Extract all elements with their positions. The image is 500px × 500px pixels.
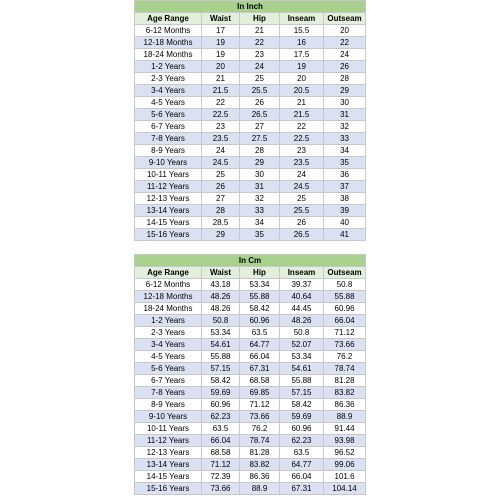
inseam-cell: 59.69	[280, 411, 324, 423]
hip-cell: 83.82	[240, 459, 280, 471]
waist-cell: 27	[202, 193, 240, 205]
outseam-cell: 38	[324, 193, 366, 205]
table-row	[135, 25, 366, 37]
waist-cell: 62.23	[202, 411, 240, 423]
table-row	[135, 447, 366, 459]
outseam-cell: 36	[324, 169, 366, 181]
table-row	[135, 121, 366, 133]
outseam-cell: 34	[324, 145, 366, 157]
waist-cell: 57.15	[202, 363, 240, 375]
age-range-cell: 15-16 Years	[135, 229, 202, 241]
outseam-cell: 104.14	[324, 483, 366, 495]
inseam-cell: 60.96	[280, 423, 324, 435]
cm-size-table	[134, 254, 366, 495]
inseam-cell: 62.23	[280, 435, 324, 447]
outseam-cell: 86.36	[324, 399, 366, 411]
outseam-cell: 101.6	[324, 471, 366, 483]
inseam-cell: 26.5	[280, 229, 324, 241]
waist-cell: 17	[202, 25, 240, 37]
inch-table-title-row	[135, 1, 366, 13]
table-row	[135, 157, 366, 169]
hip-cell: 73.66	[240, 411, 280, 423]
cm-table-header-row	[135, 267, 366, 279]
hip-cell: 55.88	[240, 291, 280, 303]
outseam-cell: 28	[324, 73, 366, 85]
hip-cell: 69.85	[240, 387, 280, 399]
cm-table-title-row	[135, 255, 366, 267]
hip-cell: 33	[240, 205, 280, 217]
table-row	[135, 61, 366, 73]
outseam-cell: 26	[324, 61, 366, 73]
hip-cell: 67.31	[240, 363, 280, 375]
hip-cell: 22	[240, 37, 280, 49]
table-row	[135, 363, 366, 375]
table-row	[135, 387, 366, 399]
hip-cell: 60.96	[240, 315, 280, 327]
table-row	[135, 217, 366, 229]
table-row	[135, 169, 366, 181]
inseam-cell: 50.8	[280, 327, 324, 339]
age-range-cell: 2-3 Years	[135, 327, 202, 339]
outseam-cell: 24	[324, 49, 366, 61]
outseam-cell: 30	[324, 97, 366, 109]
waist-cell: 54.61	[202, 339, 240, 351]
inseam-cell: 24	[280, 169, 324, 181]
outseam-cell: 29	[324, 85, 366, 97]
inseam-cell: 55.88	[280, 375, 324, 387]
waist-cell: 73.66	[202, 483, 240, 495]
column-header-inseam: Inseam	[280, 13, 324, 25]
inseam-cell: 19	[280, 61, 324, 73]
inch-table-title: In Inch	[135, 1, 366, 13]
inch-size-table	[134, 0, 366, 241]
hip-cell: 28	[240, 145, 280, 157]
hip-cell: 63.5	[240, 327, 280, 339]
waist-cell: 23	[202, 121, 240, 133]
inch-table-body	[135, 1, 366, 241]
inseam-cell: 48.26	[280, 315, 324, 327]
waist-cell: 22.5	[202, 109, 240, 121]
waist-cell: 48.26	[202, 303, 240, 315]
inseam-cell: 16	[280, 37, 324, 49]
age-range-cell: 6-7 Years	[135, 375, 202, 387]
waist-cell: 20	[202, 61, 240, 73]
waist-cell: 58.42	[202, 375, 240, 387]
outseam-cell: 96.52	[324, 447, 366, 459]
age-range-cell: 6-7 Years	[135, 121, 202, 133]
hip-cell: 53.34	[240, 279, 280, 291]
outseam-cell: 41	[324, 229, 366, 241]
age-range-cell: 5-6 Years	[135, 109, 202, 121]
age-range-cell: 9-10 Years	[135, 157, 202, 169]
table-row	[135, 483, 366, 495]
age-range-cell: 11-12 Years	[135, 181, 202, 193]
waist-cell: 23.5	[202, 133, 240, 145]
outseam-cell: 73.66	[324, 339, 366, 351]
table-row	[135, 339, 366, 351]
hip-cell: 68.58	[240, 375, 280, 387]
outseam-cell: 20	[324, 25, 366, 37]
table-row	[135, 375, 366, 387]
inseam-cell: 39.37	[280, 279, 324, 291]
waist-cell: 55.88	[202, 351, 240, 363]
hip-cell: 25.5	[240, 85, 280, 97]
column-header-age-range: Age Range	[135, 267, 202, 279]
hip-cell: 31	[240, 181, 280, 193]
age-range-cell: 4-5 Years	[135, 351, 202, 363]
age-range-cell: 13-14 Years	[135, 205, 202, 217]
table-row	[135, 37, 366, 49]
waist-cell: 29	[202, 229, 240, 241]
inseam-cell: 15.5	[280, 25, 324, 37]
age-range-cell: 9-10 Years	[135, 411, 202, 423]
cm-table-title: In Cm	[135, 255, 366, 267]
inseam-cell: 17.5	[280, 49, 324, 61]
table-row	[135, 327, 366, 339]
hip-cell: 32	[240, 193, 280, 205]
cm-table-body	[135, 255, 366, 495]
hip-cell: 64.77	[240, 339, 280, 351]
waist-cell: 19	[202, 49, 240, 61]
inseam-cell: 44.45	[280, 303, 324, 315]
age-range-cell: 1-2 Years	[135, 61, 202, 73]
age-range-cell: 5-6 Years	[135, 363, 202, 375]
age-range-cell: 14-15 Years	[135, 217, 202, 229]
hip-cell: 23	[240, 49, 280, 61]
hip-cell: 27.5	[240, 133, 280, 145]
outseam-cell: 83.82	[324, 387, 366, 399]
waist-cell: 28	[202, 205, 240, 217]
outseam-cell: 93.98	[324, 435, 366, 447]
age-range-cell: 6-12 Months	[135, 25, 202, 37]
age-range-cell: 8-9 Years	[135, 145, 202, 157]
age-range-cell: 7-8 Years	[135, 133, 202, 145]
age-range-cell: 10-11 Years	[135, 169, 202, 181]
column-header-inseam: Inseam	[280, 267, 324, 279]
column-header-age-range: Age Range	[135, 13, 202, 25]
waist-cell: 60.96	[202, 399, 240, 411]
age-range-cell: 3-4 Years	[135, 339, 202, 351]
inseam-cell: 40.64	[280, 291, 324, 303]
waist-cell: 22	[202, 97, 240, 109]
column-header-hip: Hip	[240, 13, 280, 25]
waist-cell: 50.8	[202, 315, 240, 327]
outseam-cell: 33	[324, 133, 366, 145]
table-row	[135, 351, 366, 363]
outseam-cell: 88.9	[324, 411, 366, 423]
outseam-cell: 60.96	[324, 303, 366, 315]
table-row	[135, 459, 366, 471]
hip-cell: 81.28	[240, 447, 280, 459]
inseam-cell: 57.15	[280, 387, 324, 399]
table-row	[135, 435, 366, 447]
inseam-cell: 21.5	[280, 109, 324, 121]
hip-cell: 27	[240, 121, 280, 133]
waist-cell: 24	[202, 145, 240, 157]
inseam-cell: 22.5	[280, 133, 324, 145]
inseam-cell: 20.5	[280, 85, 324, 97]
age-range-cell: 2-3 Years	[135, 73, 202, 85]
table-row	[135, 145, 366, 157]
table-row	[135, 49, 366, 61]
inseam-cell: 26	[280, 217, 324, 229]
column-header-outseam: Outseam	[324, 267, 366, 279]
table-row	[135, 205, 366, 217]
age-range-cell: 12-13 Years	[135, 193, 202, 205]
hip-cell: 26	[240, 97, 280, 109]
age-range-cell: 12-13 Years	[135, 447, 202, 459]
table-row	[135, 73, 366, 85]
hip-cell: 58.42	[240, 303, 280, 315]
waist-cell: 25	[202, 169, 240, 181]
waist-cell: 24.5	[202, 157, 240, 169]
outseam-cell: 78.74	[324, 363, 366, 375]
waist-cell: 48.26	[202, 291, 240, 303]
inseam-cell: 21	[280, 97, 324, 109]
inseam-cell: 63.5	[280, 447, 324, 459]
hip-cell: 35	[240, 229, 280, 241]
outseam-cell: 31	[324, 109, 366, 121]
hip-cell: 21	[240, 25, 280, 37]
hip-cell: 88.9	[240, 483, 280, 495]
inseam-cell: 67.31	[280, 483, 324, 495]
table-row	[135, 399, 366, 411]
outseam-cell: 81.28	[324, 375, 366, 387]
inseam-cell: 52.07	[280, 339, 324, 351]
age-range-cell: 1-2 Years	[135, 315, 202, 327]
column-header-hip: Hip	[240, 267, 280, 279]
waist-cell: 53.34	[202, 327, 240, 339]
waist-cell: 72.39	[202, 471, 240, 483]
hip-cell: 25	[240, 73, 280, 85]
inseam-cell: 54.61	[280, 363, 324, 375]
age-range-cell: 18-24 Months	[135, 303, 202, 315]
column-header-waist: Waist	[202, 13, 240, 25]
outseam-cell: 40	[324, 217, 366, 229]
hip-cell: 24	[240, 61, 280, 73]
hip-cell: 34	[240, 217, 280, 229]
inseam-cell: 53.34	[280, 351, 324, 363]
outseam-cell: 66.04	[324, 315, 366, 327]
table-row	[135, 423, 366, 435]
age-range-cell: 12-18 Months	[135, 291, 202, 303]
outseam-cell: 50.8	[324, 279, 366, 291]
table-row	[135, 411, 366, 423]
age-range-cell: 8-9 Years	[135, 399, 202, 411]
waist-cell: 71.12	[202, 459, 240, 471]
outseam-cell: 37	[324, 181, 366, 193]
column-header-waist: Waist	[202, 267, 240, 279]
hip-cell: 78.74	[240, 435, 280, 447]
waist-cell: 28.5	[202, 217, 240, 229]
waist-cell: 59.69	[202, 387, 240, 399]
waist-cell: 26	[202, 181, 240, 193]
inseam-cell: 20	[280, 73, 324, 85]
age-range-cell: 15-16 Years	[135, 483, 202, 495]
age-range-cell: 13-14 Years	[135, 459, 202, 471]
outseam-cell: 91.44	[324, 423, 366, 435]
inseam-cell: 58.42	[280, 399, 324, 411]
inseam-cell: 23	[280, 145, 324, 157]
waist-cell: 68.58	[202, 447, 240, 459]
inch-table-header-row	[135, 13, 366, 25]
waist-cell: 66.04	[202, 435, 240, 447]
age-range-cell: 11-12 Years	[135, 435, 202, 447]
table-row	[135, 303, 366, 315]
inseam-cell: 66.04	[280, 471, 324, 483]
age-range-cell: 10-11 Years	[135, 423, 202, 435]
inseam-cell: 64.77	[280, 459, 324, 471]
hip-cell: 71.12	[240, 399, 280, 411]
outseam-cell: 71.12	[324, 327, 366, 339]
inseam-cell: 25.5	[280, 205, 324, 217]
age-range-cell: 18-24 Months	[135, 49, 202, 61]
outseam-cell: 55.88	[324, 291, 366, 303]
table-row	[135, 133, 366, 145]
table-row	[135, 315, 366, 327]
age-range-cell: 14-15 Years	[135, 471, 202, 483]
inseam-cell: 23.5	[280, 157, 324, 169]
age-range-cell: 4-5 Years	[135, 97, 202, 109]
table-row	[135, 85, 366, 97]
inseam-cell: 22	[280, 121, 324, 133]
table-row	[135, 229, 366, 241]
outseam-cell: 39	[324, 205, 366, 217]
waist-cell: 43.18	[202, 279, 240, 291]
table-row	[135, 181, 366, 193]
age-range-cell: 12-18 Months	[135, 37, 202, 49]
outseam-cell: 99.06	[324, 459, 366, 471]
hip-cell: 66.04	[240, 351, 280, 363]
hip-cell: 29	[240, 157, 280, 169]
age-range-cell: 7-8 Years	[135, 387, 202, 399]
outseam-cell: 32	[324, 121, 366, 133]
table-row	[135, 193, 366, 205]
hip-cell: 26.5	[240, 109, 280, 121]
table-row	[135, 291, 366, 303]
column-header-outseam: Outseam	[324, 13, 366, 25]
inseam-cell: 24.5	[280, 181, 324, 193]
age-range-cell: 3-4 Years	[135, 85, 202, 97]
outseam-cell: 76.2	[324, 351, 366, 363]
hip-cell: 86.36	[240, 471, 280, 483]
hip-cell: 76.2	[240, 423, 280, 435]
waist-cell: 63.5	[202, 423, 240, 435]
hip-cell: 30	[240, 169, 280, 181]
table-row	[135, 97, 366, 109]
outseam-cell: 22	[324, 37, 366, 49]
table-row	[135, 279, 366, 291]
age-range-cell: 6-12 Months	[135, 279, 202, 291]
waist-cell: 21	[202, 73, 240, 85]
table-row	[135, 109, 366, 121]
inseam-cell: 25	[280, 193, 324, 205]
waist-cell: 21.5	[202, 85, 240, 97]
table-row	[135, 471, 366, 483]
outseam-cell: 35	[324, 157, 366, 169]
waist-cell: 19	[202, 37, 240, 49]
